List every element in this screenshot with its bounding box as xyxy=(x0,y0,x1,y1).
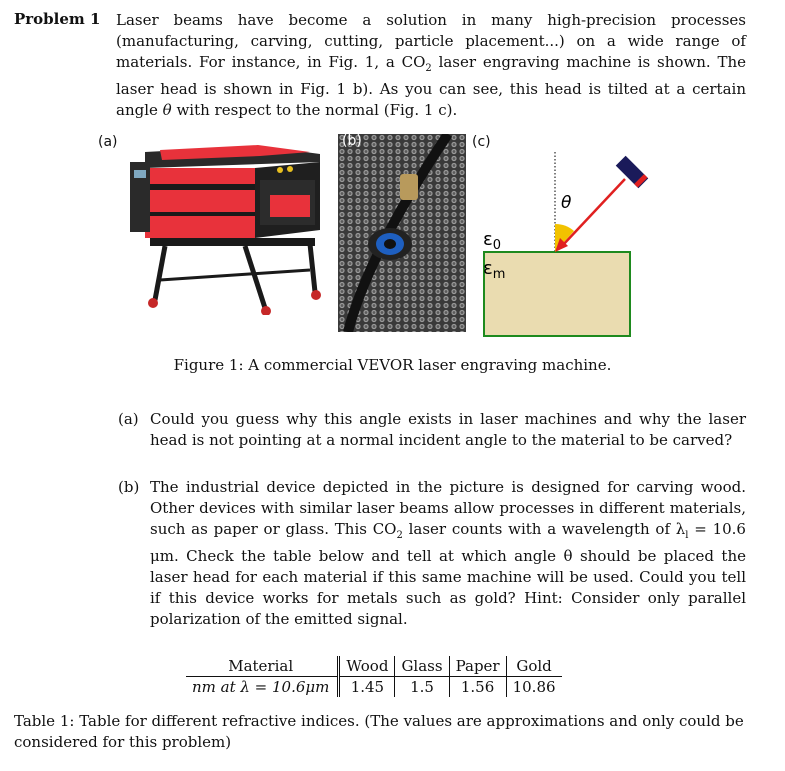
stand-crossbar xyxy=(160,270,310,280)
laser-machine-photo xyxy=(120,140,335,315)
question-b-letter: (b) xyxy=(118,478,140,496)
incidence-diagram xyxy=(470,134,650,344)
problem-intro: Laser beams have become a solution in many high-precision processes (manufacturing, carving, cutting, particle placement...) on a wide range of materials. For instance, in Fig. 1, a $CO_2$ laser engraving machine is shown. The laser head is shown in Fig. 1 b). As you can see, this head is tilted at a certain angle θ with respect to the normal (Fig. 1 c). xyxy=(116,11,746,119)
question-b xyxy=(118,477,746,630)
body-stripe xyxy=(145,184,255,190)
table-header-row xyxy=(186,656,562,677)
table-header-glass: Glass xyxy=(395,656,449,677)
epsilon-m-label: $\varepsilon_m$ xyxy=(483,258,506,282)
body-stripe-2 xyxy=(145,212,255,216)
table-header-paper: Paper xyxy=(449,656,506,677)
table-header-gold: Gold xyxy=(506,656,561,677)
brass-nozzle xyxy=(400,174,418,200)
table-caption: Table 1: Table for different refractive indices. (The values are approximations and only could be considered for this problem) xyxy=(14,712,744,751)
laser-beam xyxy=(562,179,625,246)
panel-a-label: (a) xyxy=(98,134,118,150)
wheel-1 xyxy=(148,298,158,308)
stand-leg-1 xyxy=(155,246,165,300)
incidence-diagram-svg xyxy=(470,134,650,344)
wheel-3 xyxy=(311,290,321,300)
indicator-light xyxy=(277,167,283,173)
epsilon-0-sub: 0 xyxy=(492,238,502,253)
epsilon-m-sub: m xyxy=(492,267,506,282)
table-value-wood: 1.45 xyxy=(339,677,395,698)
figure-caption: Figure 1: A commercial VEVOR laser engraving machine. xyxy=(173,356,612,374)
table-value-glass: 1.5 xyxy=(395,677,449,698)
table-header-wood: Wood xyxy=(339,656,395,677)
table-value-paper: 1.56 xyxy=(449,677,506,698)
stand-top xyxy=(150,238,315,246)
indicator-light-2 xyxy=(287,166,293,172)
control-display xyxy=(134,170,146,178)
side-red-panel xyxy=(270,195,310,217)
table-header-material: Material xyxy=(186,656,339,677)
epsilon-0-label: $\varepsilon_0$ xyxy=(483,229,502,253)
table-row-label: nm at λ = 10.6μm xyxy=(186,677,339,698)
problem-label: Problem 1 xyxy=(14,10,101,28)
theta-label: θ xyxy=(561,193,572,213)
table-value-gold: 10.86 xyxy=(512,678,556,696)
material-block xyxy=(484,252,630,336)
panel-c-label: (c) xyxy=(472,134,491,150)
question-a xyxy=(118,409,746,451)
fitting-hole xyxy=(384,239,396,249)
question-a-text: Could you guess why this angle exists in laser machines and why the laser head is not pointing at a normal incident angle to the material to be carved? xyxy=(150,410,746,449)
panel-b-label: (b) xyxy=(342,133,362,149)
question-b-text: The industrial device depicted in the picture is designed for carving wood. Other devices with similar laser beams allow processes in different materials, such as paper or glass. This $CO_2$ laser counts with a wavelength of $\lambda_l = 10.6$ μm. Check the table below and tell at which angle θ should be placed the laser head for each material if this same machine will be used. Could you tell if this device works for metals such as gold? Hint: Consider only parallel polarization of the emitted signal. xyxy=(150,478,746,628)
laser-machine-illustration xyxy=(120,140,335,315)
refractive-index-table xyxy=(186,656,562,697)
stand-leg-3 xyxy=(310,244,315,292)
laser-head-illustration xyxy=(338,134,466,332)
question-a-letter: (a) xyxy=(118,410,139,428)
table-value-row xyxy=(186,677,562,698)
machine-body-front xyxy=(145,168,255,238)
stand-leg-2 xyxy=(245,246,265,308)
laser-head-photo xyxy=(338,134,466,332)
